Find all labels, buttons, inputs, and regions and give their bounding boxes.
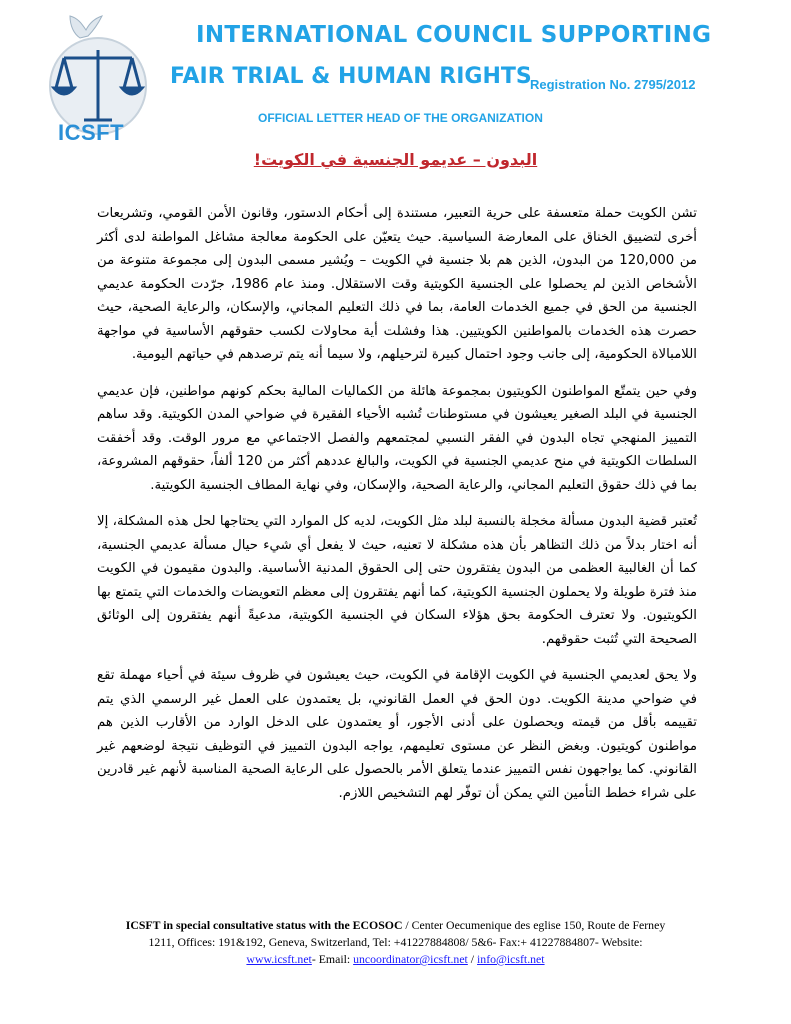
- org-name-line1: INTERNATIONAL COUNCIL SUPPORTING: [196, 22, 712, 48]
- document-body: [97, 202, 697, 818]
- paragraph: وفي حين يتمتّع المواطنون الكويتيون بمجموعة هائلة من الكماليات المالية بحكم كونهم مواطنين، فإن عديمي الجنسية في البلد الصغير يعيشون في مستوطنات تُشبه الأحياء الفقيرة في ضواحي المدن الكويتية. وقد ساهم التمييز المنهجي تجاه البدون في الفقر النسبي لمجتمعهم والفصل الاجتماعي مع مرور الوقت. وقد أخفقت السلطات الكويتية في منح عديمي الجنسية في الكويت، والبالغ عددهم أكثر من 120 ألفاً، حقوقهم المشروعة، بما في ذلك حقوق التعليم المجاني، والرعاية الصحية، والإسكان، وفي نهاية المطاف الجنسية الكويتية.: [97, 383, 697, 493]
- document-title: [0, 150, 791, 169]
- footer-line-1: [40, 917, 751, 934]
- document-title-text: البدون – عديمو الجنسية في الكويت!: [253, 150, 538, 169]
- footer: [40, 917, 751, 968]
- registration-number: Registration No. 2795/2012: [530, 77, 696, 92]
- paragraph: تُعتبر قضية البدون مسألة مخجلة بالنسبة لبلد مثل الكويت، لديه كل الموارد التي يحتاجها لحل هذه المشكلة، إلا أنه اختار بدلاً من ذلك التظاهر بأن هذه مشكلة لا تعنيه، حيث لا يفعل أي شيء حيال مسألة عديمي الجنسية، كما أن الغالبية العظمى من البدون يفتقرون حتى إلى الحقوق المدنية الأساسية. والبدون مقيمون في الكويت منذ فترة طويلة ولا يحملون الجنسية الكويتية، كما أنهم يفتقرون إلى معظم التعويضات والخدمات التي يتمتع بها الكويتيون. ولا تعترف الحكومة بحق هؤلاء السكان في الجنسية الكويتية، مدعيةً أنهم يفتقرون إلى الوثائق الصحيحة التي تُثبت حقوقهم.: [97, 514, 697, 647]
- website-link[interactable]: www.icsft.net: [246, 952, 312, 966]
- dove-icon: [70, 16, 102, 38]
- email-separator: /: [467, 952, 478, 966]
- footer-line-3: [40, 951, 751, 968]
- address-part-1: / Center Oecumenique des eglise 150, Route de Ferney: [402, 918, 666, 932]
- letterhead-caption: OFFICIAL LETTER HEAD OF THE ORGANIZATION: [258, 111, 543, 125]
- email-label: - Email:: [311, 952, 354, 966]
- org-name-line2: FAIR TRIAL & HUMAN RIGHTS: [170, 64, 532, 89]
- paragraph: تشن الكويت حملة متعسفة على حرية التعبير، مستندة إلى أحكام الدستور، وقانون الأمن القومي، وتشريعات أخرى لتضييق الخناق على المعارضة السياسية. حيث يتعيّن على الحكومة معالجة مشاغل المواطنة لدى أكثر من 120,000 من البدون، الذين هم بلا جنسية في الكويت – ويُشير مسمى البدون إلى مجموعة متنوعة من الأشخاص الذين لم يحصلوا على الجنسية الكويتية وقت الاستقلال. ومنذ عام 1986، جرّدت الحكومة عديمي الجنسية من الحق في جميع الخدمات العامة، بما في ذلك التعليم المجاني، والإسكان، والرعاية الصحية، حيث حصرت هذه الخدمات بالمواطنين الكويتيين. هذا وفشلت أية محاولات لكسب حقوقهم الأساسية في مواجهة اللامبالاة الحكومية، إلى جانب وجود احتمال كبيرة لترحيلهم، ولا سيما أنه يتم ترصدهم في حياتهم اليومية.: [97, 206, 697, 362]
- consultative-status: ICSFT in special consultative status with the ECOSOC: [125, 918, 403, 932]
- email-link-coordinator[interactable]: uncoordinator@icsft.net: [353, 952, 468, 966]
- logo-text: ICSFT: [58, 120, 125, 145]
- email-link-info[interactable]: info@icsft.net: [477, 952, 545, 966]
- address-part-2: 1211, Offices: 191&192, Geneva, Switzerland, Tel: +41227884808/ 5&6- Fax:+ 41227884807- Website:: [148, 935, 643, 949]
- paragraph: ولا يحق لعديمي الجنسية في الكويت الإقامة في الكويت، حيث يعيشون في ظروف سيئة في أحياء مهملة تقع في ضواحي مدينة الكويت. دون الحق في العمل القانوني، بل يعتمدون على العمل غير الرسمي الذي يتم تقييمه بأقل من قيمته ويحصلون على أدنى الأجور، أو يعتمدون على الدخل الوارد من الأقارب الذين هم مواطنون كويتيون. وبغض النظر عن مستوى تعليمهم، يواجه البدون التمييز في التوظيف نتيجة لوضعهم غير القانوني. كما يواجهون نفس التمييز عندما يتعلق الأمر بالحصول على الرعاية الصحية المناسبة لأنهم غير قادرين على شراء خطط التأمين التي يمكن أن توفّر لهم التشخيص اللازم.: [97, 668, 697, 801]
